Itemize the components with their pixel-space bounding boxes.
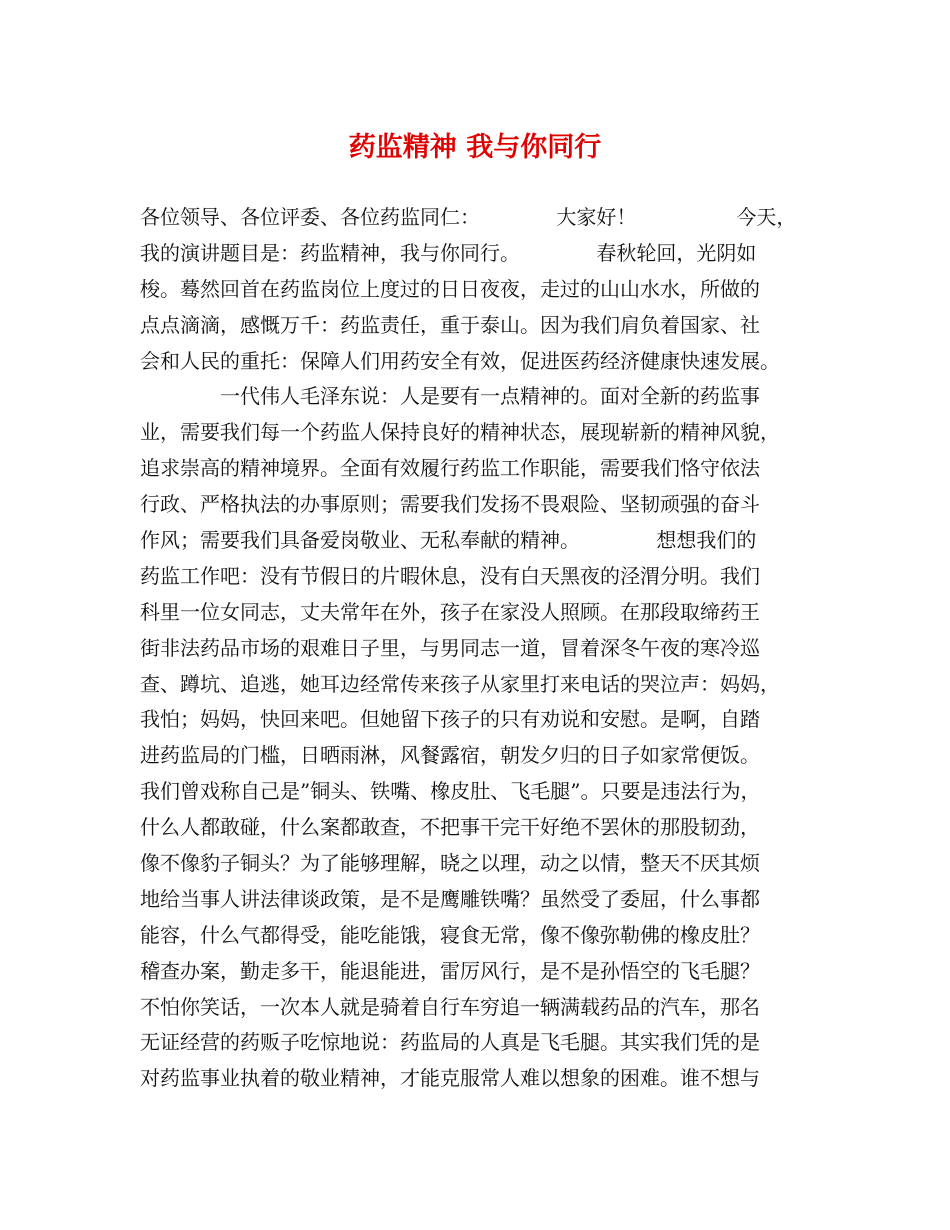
body-line: 一代伟人毛泽东说：人是要有一点精神的。面对全新的药监事 bbox=[140, 384, 760, 409]
body-line: 追求崇高的精神境界。全面有效履行药监工作职能，需要我们恪守依法 bbox=[140, 456, 760, 481]
body-line: 各位领导、各位评委、各位药监同仁： 大家好！ 今天， bbox=[140, 205, 797, 229]
body-line: 我的演讲题目是：药监精神，我与你同行。 春秋轮回，光阴如 bbox=[140, 240, 757, 265]
body-line: 对药监事业执着的敬业精神，才能克服常人难以想象的困难。谁不想与 bbox=[140, 1066, 760, 1091]
body-line: 什么人都敢碰，什么案都敢查，不把事干完干好绝不罢休的那股韧劲， bbox=[140, 815, 760, 840]
body-line: 科里一位女同志，丈夫常年在外，孩子在家没人照顾。在那段取缔药王 bbox=[140, 599, 760, 624]
body-line: 无证经营的药贩子吃惊地说：药监局的人真是飞毛腿。其实我们凭的是 bbox=[140, 1030, 760, 1055]
body-line: 稽查办案，勤走多干，能退能进，雷厉风行，是不是孙悟空的飞毛腿？ bbox=[140, 958, 760, 983]
body-line: 地给当事人讲法律谈政策，是不是鹰雕铁嘴？虽然受了委屈，什么事都 bbox=[140, 886, 760, 911]
body-line: 作风；需要我们具备爱岗敬业、无私奉献的精神。 想想我们的 bbox=[140, 528, 757, 553]
body-line: 我们曾戏称自己是”铜头、铁嘴、橡皮肚、飞毛腿”。只要是违法行为， bbox=[140, 779, 761, 804]
body-line: 能容，什么气都得受，能吃能饿，寝食无常，像不像弥勒佛的橡皮肚？ bbox=[140, 922, 760, 947]
body-line: 街非法药品市场的艰难日子里，与男同志一道，冒着深冬午夜的寒冷巡 bbox=[140, 635, 760, 660]
body-line: 点点滴滴，感慨万千：药监责任，重于泰山。因为我们肩负着国家、社 bbox=[140, 312, 760, 337]
body-line: 查、蹲坑、追逃，她耳边经常传来孩子从家里打来电话的哭泣声：妈妈， bbox=[140, 671, 780, 696]
body-line: 像不像豹子铜头？为了能够理解，晓之以理，动之以情，整天不厌其烦 bbox=[140, 851, 760, 876]
body-line: 会和人民的重托：保障人们用药安全有效，促进医药经济健康快速发展。 bbox=[140, 348, 780, 373]
document-title: 药监精神 我与你同行 bbox=[348, 132, 602, 163]
body-line: 药监工作吧：没有节假日的片暇休息，没有白天黑夜的泾渭分明。我们 bbox=[140, 563, 760, 588]
body-line: 业，需要我们每一个药监人保持良好的精神状态，展现崭新的精神风貌， bbox=[140, 420, 780, 445]
document-body bbox=[140, 200, 830, 1097]
body-line: 不怕你笑话，一次本人就是骑着自行车穷追一辆满载药品的汽车，那名 bbox=[140, 994, 760, 1019]
body-line: 进药监局的门槛，日晒雨淋，风餐露宿，朝发夕归的日子如家常便饭。 bbox=[140, 743, 760, 768]
body-line: 我怕；妈妈，快回来吧。但她留下孩子的只有劝说和安慰。是啊，自踏 bbox=[140, 707, 760, 732]
body-line: 梭。蓦然回首在药监岗位上度过的日日夜夜，走过的山山水水，所做的 bbox=[140, 276, 760, 301]
body-line: 行政、严格执法的办事原则；需要我们发扬不畏艰险、坚韧顽强的奋斗 bbox=[140, 492, 760, 517]
